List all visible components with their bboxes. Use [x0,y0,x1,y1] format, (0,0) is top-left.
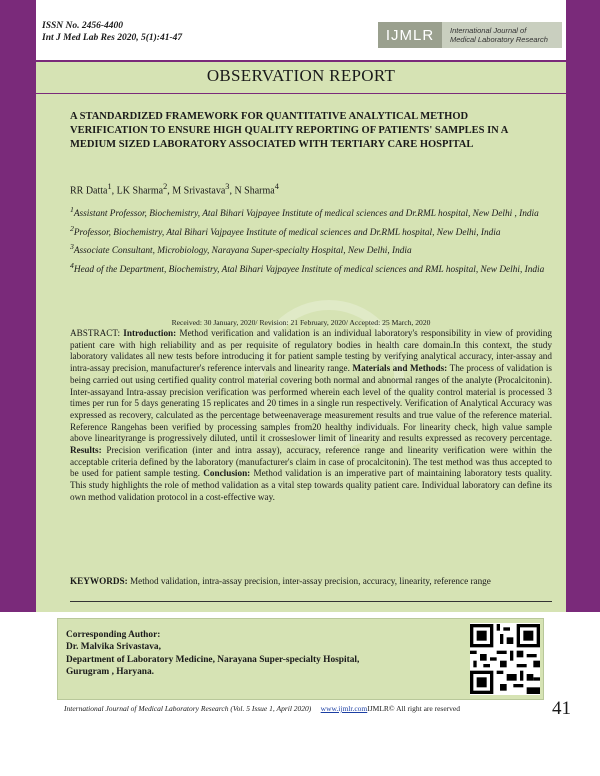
results-text: Precision verification (inter and intra assay), accuracy, reference range and linearity verification were within the acceptable criteria defined by the laboratory (manufacturer's claim in case of procalcitonin). The test method was thus accepted to be used for patient sample testing. [70,445,553,479]
issn-block [42,20,182,44]
affiliations [70,204,548,278]
doc-type-divider [36,93,566,94]
abstract [70,328,552,504]
author-sup: 2 [163,182,168,191]
citation: Int J Med Lab Res 2020, 5(1):41-47 [42,33,183,43]
corr-name: Dr. Malvika Srivastava, [66,642,161,653]
affiliation-text: Assistant Professor, Biochemistry, Atal Bihari Vajpayee Institute of medical sciences and Dr.RML hospital, New Delhi , India [73,209,539,220]
keywords-label: KEYWORDS: [70,576,128,586]
affiliation-text: Associate Consultant, Microbiology, Narayana Super-specialty Hospital, New Delhi, India [73,246,412,257]
keywords-text: Method validation, intra-assay precision, inter-assay precision, accuracy, linearity, reference range [129,576,491,586]
author-list: RR Datta$^1$, LK Sharma$^2$, M Srivastava$^3$, N Sharma$^4$ [70,182,279,197]
abstract-label: ABSTRACT: [70,328,121,338]
methods-label: Materials and Methods: [352,363,448,374]
results-label: Results: [70,445,102,456]
conclusion-text: Method validation is an imperative part of maintaining laboratory tests quality. This study highlights the role of method validation as a vital step towards quality patient care. Individual laboratory can define its own method validation protocol in a cost-effective way. [70,468,553,502]
affiliation-sup: 1 [70,205,74,214]
footer-journal: International Journal of Medical Laboratory Research [64,704,229,713]
affiliation [70,223,548,240]
author: M Srivastava [172,185,226,197]
author-sup: 4 [274,182,279,191]
keywords-rule [70,601,552,602]
affiliation-sup: 3 [70,242,74,252]
affiliation-sup: 4 [70,260,74,270]
left-color-bar [0,0,36,612]
affiliation-text: Head of the Department, Biochemistry, Atal Bihari Vajpayee Institute of medical sciences and RML hospital, New Delhi, India [73,264,545,275]
conclusion-label: Conclusion: [203,468,251,479]
corr-city: Gurugram , Haryana. [66,667,155,678]
page-footer [64,704,534,713]
affiliation [70,241,548,258]
right-color-bar [566,0,600,612]
corresponding-author-box [57,618,544,700]
header-divider [36,60,566,62]
document-type: OBSERVATION REPORT [206,66,396,85]
footer-volume: (Vol. 5 Issue 1, April 2020) [230,704,312,713]
journal-header [36,0,566,60]
article-panel [36,0,566,612]
logo-name-line2: Medical Laboratory Research [450,35,548,44]
affiliation-text: Professor, Biochemistry, Atal Bihari Vajpayee Institute of medical sciences and Dr.RML hospital, New Delhi, India [73,227,501,238]
author-sup: 3 [225,182,230,191]
affiliation-sup: 2 [70,223,74,233]
logo-journal-name [442,22,562,48]
received-dates: Received: 30 January, 2020/ Revision: 21 February, 2020/ Accepted: 25 March, 2020 [171,318,431,327]
issn: ISSN No. 2456-4400 [42,21,124,31]
logo-mark: IJMLR [378,22,442,48]
qr-code-icon[interactable] [470,623,540,695]
author: N Sharma [234,185,275,197]
logo-name-line1: International Journal of [450,26,527,35]
methods-text: The process of validation is being carried out using certified quality control material covering both normal and abnormal ranges of the analyte (Procalcitonin). Inter-assayand Intra-assay precision verification was performed wherein each level of the quality control material is processed 3 times per run for 5 days generating 15 replicates and 20 times in a single run respectively. Verification of Analytical Accuracy was expressed as recovery, calculated as the percentage betweenaverage measurement results and true value of the reference material. Reference Rangehas been verified by processing samples from20 healthy individuals. For linearity check, high value sample above linearityrange is progressively diluted, until it crosseslower limit of linearity and results expressed as recovery percentage. [70,363,552,444]
article-title: A STANDARDIZED FRAMEWORK FOR QUANTITATIVE ANALYTICAL METHOD VERIFICATION TO ENSURE HIGH QUALITY REPORTING OF PATIENTS' SAMPLES IN A MEDIUM SIZED LABORATORY ASSOCIATED WITH TERTIARY CARE HOSPITAL [70,111,508,150]
keywords [70,575,552,587]
affiliation [70,204,548,221]
footer-rights: IJMLR© All right are reserved [367,704,461,713]
corr-heading: Corresponding Author: [66,630,161,640]
intro-label: Introduction: [123,328,177,338]
journal-logo [378,22,562,48]
corr-dept: Department of Laboratory Medicine, Narayana Super-specialty Hospital, [66,654,360,665]
corresponding-author [66,629,359,679]
intro-text: Method verification and validation is an individual laboratory's responsibility in view of providing patient care with high reliability and as per requisite of regulatory bodies in health care domain.In this context, the study laboratory validates all new tests before introducing it for patient sample testing by verifying analytical accuracy, inter-assay and intra-assay precision, manufacturer's reference intervals and linearity range. [70,328,552,374]
page-number: 41 [552,698,571,719]
affiliation [70,260,548,277]
footer-link[interactable]: www.ijmlr.com [320,704,368,713]
author: LK Sharma [116,185,164,197]
author-sup: 1 [107,182,112,191]
author: RR Datta [70,185,108,197]
